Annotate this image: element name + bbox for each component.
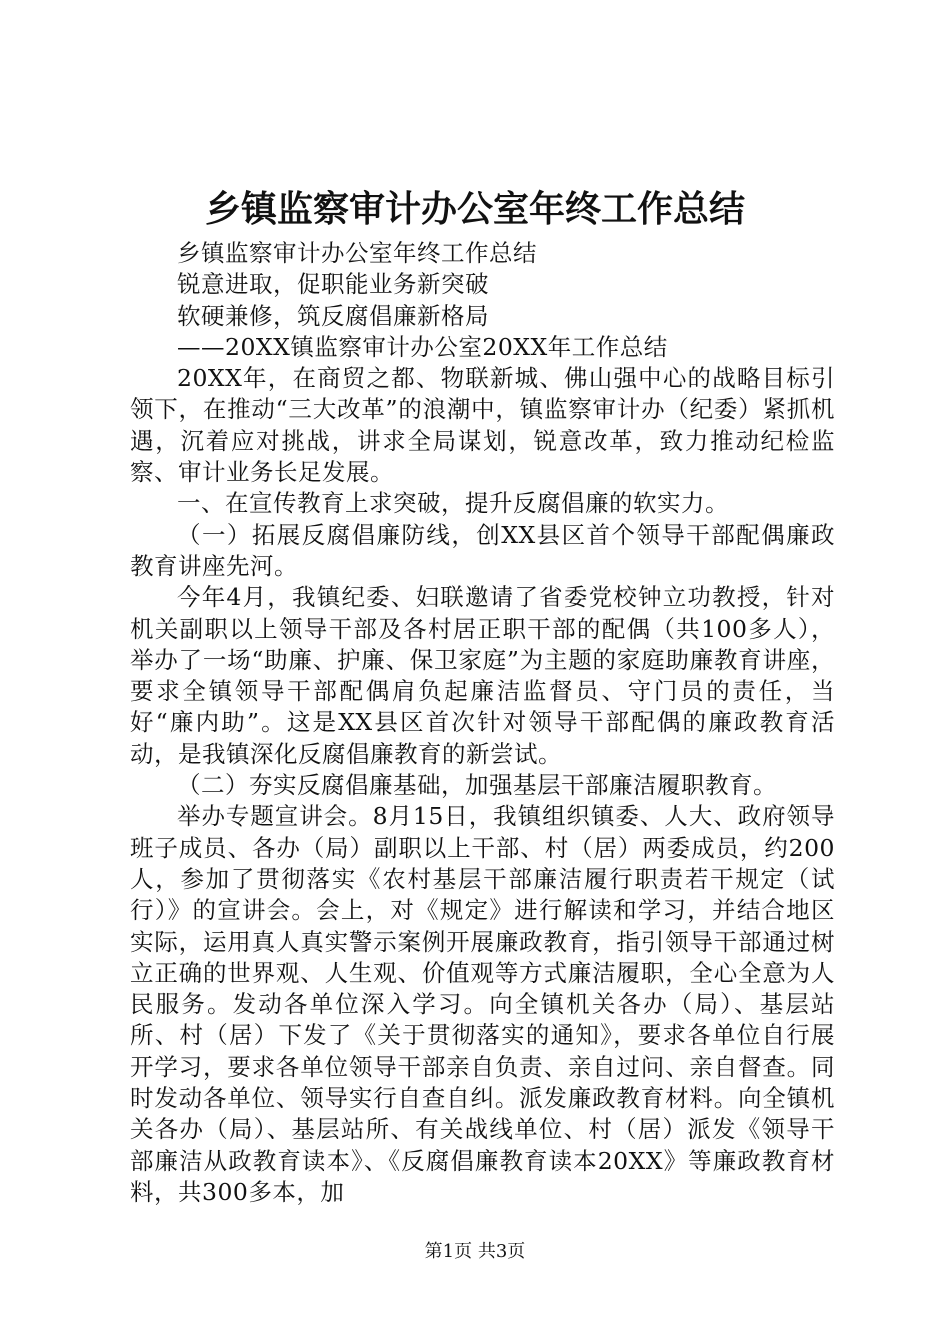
subsection-heading-2: （二）夯实反腐倡廉基础，加强基层干部廉洁履职教育。 [177,771,777,800]
document-body [130,238,835,1208]
paragraph-slogan-1: 锐意进取，促职能业务新突破 [177,270,489,299]
section-heading-1: 一、在宣传教育上求突破，提升反腐倡廉的软实力。 [177,489,729,518]
paragraph-lecture: 今年4月，我镇纪委、妇联邀请了省委党校钟立功教授，针对机关副职以上领导干部及各村居正职干部的配偶（共100多人），举办了一场“助廉、护廉、保卫家庭”为主题的家庭助廉教育讲座，要求全镇领导干部配偶肩负起廉洁监督员、守门员的责任，当好“廉内助”。这是XX县区首次针对领导干部配偶的廉政教育活动，是我镇深化反腐倡廉教育的新尝试。 [130,583,835,768]
page-number: 第1页 共3页 [424,1241,526,1262]
document-title: 乡镇监察审计办公室年终工作总结 [204,188,745,230]
paragraph-seminar: 举办专题宣讲会。8月15日，我镇组织镇委、人大、政府领导班子成员、各办（局）副职以上干部、村（居）两委成员，约200人，参加了贯彻落实《农村基层干部廉洁履行职责若干规定（试行）》的宣讲会。会上，对《规定》进行解读和学习，并结合地区实际，运用真人真实警示案例开展廉政教育，指引领导干部通过树立正确的世界观、人生观、价值观等方式廉洁履职，全心全意为人民服务。发动各单位深入学习。向全镇机关各办（局）、基层站所、村（居）下发了《关于贯彻落实的通知》，要求各单位自行展开学习，要求各单位领导干部亲自负责、亲自过问、亲自督查。同时发动各单位、领导实行自查自纠。派发廉政教育材料。向全镇机关各办（局）、基层站所、有关战线单位、村（居）派发《领导干部廉洁从政教育读本》、《反腐倡廉教育读本20XX》等廉政教育材料，共300多本，加 [130,802,835,1206]
subsection-heading-1: （一）拓展反腐倡廉防线，创XX县区首个领导干部配偶廉政教育讲座先河。 [130,520,835,580]
paragraph-intro: 20XX年，在商贸之都、物联新城、佛山强中心的战略目标引领下，在推动“三大改革”的浪潮中，镇监察审计办（纪委）紧抓机遇，沉着应对挑战，讲求全局谋划，锐意改革，致力推动纪检监察、审计业务长足发展。 [130,364,835,487]
paragraph-report-heading: ——20XX镇监察审计办公室20XX年工作总结 [177,332,668,361]
paragraph-slogan-2: 软硬兼修，筑反腐倡廉新格局 [177,301,489,330]
paragraph-subtitle: 乡镇监察审计办公室年终工作总结 [177,239,537,267]
